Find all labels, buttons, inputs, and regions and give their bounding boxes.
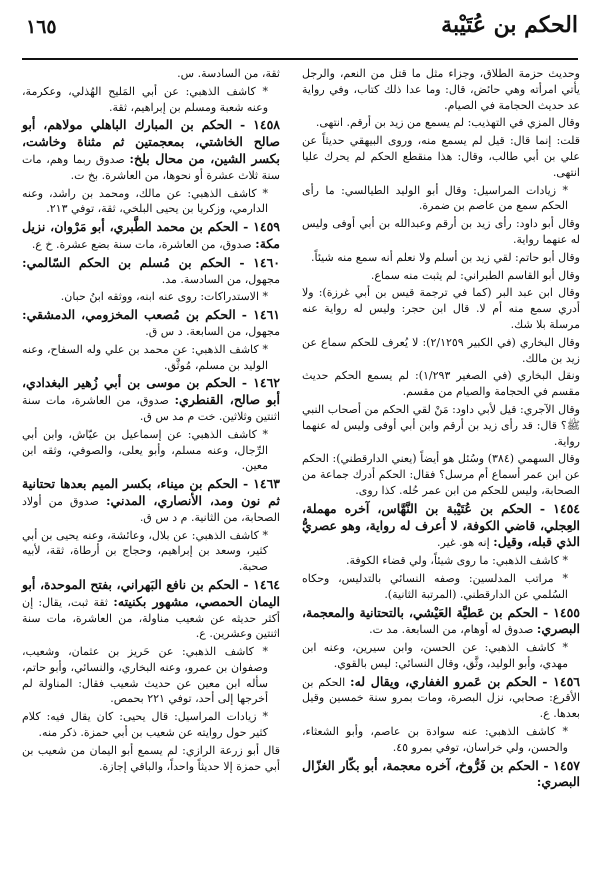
right-column-paragraph: ١٤٥٥ - الحكم بن عَطيَّة العَيْشي، بالتحتانية والمعجمة، البصري: صدوق له أوهام، من السابعة. مد ت. xyxy=(302,604,580,637)
left-column-paragraph: * كاشف الذهبي: عن مالك، ومحمد بن راشد، وعنه الدارمي، وزكريا بن يحيى البلخي، ثقة، توفي ٢١٣. xyxy=(22,186,268,216)
right-column-paragraph: ١٤٥٦ - الحكم بن عَمرو الغفاري، ويقال له: الحكم بن الأقرع: صحابي، نزل البصرة، ومات بمرو سنة خمسين وقيل بعدها. ع. xyxy=(302,673,580,721)
right-column-paragraph: وقال المزي في التهذيب: لم يسمع من زيد بن أرقم. انتهى. xyxy=(315,116,580,130)
right-column-paragraph: * كاشف الذهبي: عنه سوادة بن عاصم، وأبو الشعثاء، والحسن، ولي خراسان، توفي بمرو ٤٥. xyxy=(302,725,568,754)
right-column-paragraph: ونقل البخاري (في الصغير ١/٢٩٣): لم يسمع الحكم حديث مقسم في الحجامة والصيام من مقسم. xyxy=(302,369,580,399)
left-column-paragraph: قال أبو زرعة الرازي: لم يسمع أبو اليمان من شعيب بن أبي حمزة إلا حديثاً واحداً، والباقي إجازة. xyxy=(22,743,280,773)
header-rule xyxy=(22,58,578,60)
right-column-paragraph: وقال أبو داود: رأى زيد بن أرقم وعبدالله بن أبي أوفى وليس له عنهما رواية. xyxy=(302,217,580,246)
right-column-paragraph: وقال أبو القاسم الطبراني: لم يثبت منه سماع. xyxy=(370,268,580,282)
right-column-paragraph: وقال ابن عبد البر (كما في ترجمة قيس بن أبي غرزة): ولا أدري سمع منه أم لا. قال ابن حجر: وليس له رواية عنه مرسلة بلا شك. xyxy=(302,286,580,331)
right-column xyxy=(302,66,580,793)
left-column-paragraph: ١٤٥٨ - الحكم بن المبارك الباهلي مولاهم، أبو صالح الخاشتي، بمعجمتين ثم مثناة وخاشت، بكسر الشين، من محال بلخ: صدوق ربما وهم، مات سنة ثلاث عشرة أو نحوها، من العاشرة. بخ ت. xyxy=(22,117,280,182)
right-column-paragraph: * كاشف الذهبي: عن الحسن، وابن سيرين، وعنه ابن مهدي، وأبو الوليد، وثَّق، وقال النسائي: ليس بالقوي. xyxy=(302,641,568,670)
running-title: الحكم بن عُتَيْبة xyxy=(441,12,578,38)
running-header xyxy=(22,12,578,54)
left-column-paragraph: * كاشف الذهبي: عن إسماعيل بن عيّاش، وابن أبي الرِّجال، وعنه مسلم، وأبو يعلى، والصوفي، وثقه ابن معين. xyxy=(22,427,268,473)
left-column-paragraph: ١٤٦٢ - الحكم بن موسى بن أبي زُهير البغدادي، أبو صالح، القنطري: صدوق، من العاشرة، مات سنة اثنتين وثلاثين. خت م مد س ق. xyxy=(22,375,280,423)
left-column-paragraph: ١٤٦٤ - الحكم بن نافع البَهراني، بفتح الموحدة، أبو اليمان الحمصي، مشهور بكنيته: ثقة ثبت، يقال: إن أكثر حديثه عن شعيب مناولة، من العاشرة، مات سنة اثنتين وعشرين. ع. xyxy=(22,576,281,641)
right-column-paragraph: وقال البخاري (في الكبير ٢/١٢٥٩): لا يُعرف للحكم سماع عن زيد بن مالك. xyxy=(302,335,580,365)
right-column-paragraph: * زيادات المراسيل: وقال أبو الوليد الطيالسي: ما رأى الحكم سمع من عاصم بن ضمرة. xyxy=(302,183,568,213)
right-column-paragraph: ١٤٥٤ - الحكم بن عُتَيْبة بن النَّهَّاس، آخره مهملة، العِجلي، قاضي الكوفة، لا أعرف له رواية، وهو عصريُّ الذي قبله، وقيل: إنه هو. غير. xyxy=(302,500,580,550)
left-column-paragraph: ١٤٥٩ - الحكم بن محمد الطَّبري، أبو مَرْوان، نزيل مكة: صدوق، من العاشرة، مات سنة بضع عشرة. خ ع. xyxy=(22,219,280,251)
left-column-paragraph: * كاشف الذهبي: عن حَريز بن عثمان، وشعيب، وصفوان بن عمرو، وعنه البخاري، والنسائي، وأبو حاتم، سأله ابن معين عن حديث شعيب فقال: المناولة لم أخرجها إلى أحد، توفي ٢٢١ بحمص. xyxy=(22,645,268,706)
left-column-paragraph: ثقة، من السادسة. س. xyxy=(177,67,280,80)
left-column-paragraph: ١٤٦٠ - الحكم بن مُسلم بن الحكم السّالمي: مجهول، من السادسة. مد. xyxy=(22,254,280,286)
right-column-paragraph: وحديث حزمة الطلاق، وجزاء مثل ما قتل من النعم، والرجل يأتي امرأته وهي حائض، قال: وما عدا ذلك كتاب، وفي رواية عد حديث الحجامة في الصيام. xyxy=(302,67,580,112)
right-column-paragraph: وقال السهمي (٣٨٤) وسُئل هو أيضاً (يعني الدارقطني): الحكم عن ابن عمر أسماع أم مرسل؟ فقال: الحكم أدرك جماعة من الصحابة، وليس للحكم من ابن عمر حُله. كذا روى. xyxy=(302,452,580,497)
left-column-paragraph: ١٤٦٣ - الحكم بن ميناء، بكسر الميم بعدها تحتانية ثم نون ومد، الأنصاري، المدني: صدوق من أولاد الصحابة، من الثانية. م د س ق. xyxy=(22,476,280,524)
left-column-paragraph: * زيادات المراسيل: قال يحيى: كان يقال فيه: كلام كثير حول روايته عن شعيب بن أبي حمزة. ذكر منه. xyxy=(22,710,268,740)
right-column-paragraph: ١٤٥٧ - الحكم بن فَرُّوخ، آخره معجمة، أبو بكّار الغزّال البصري: xyxy=(302,757,580,790)
right-column-paragraph: قلت: إنما قال: قيل لم يسمع منه، وروى البيهقي حديثاً عن علي بن أبي طالب، وقال: هذا منقطع الحكم لم يحرك عليا انتهى. xyxy=(302,134,580,179)
right-column-paragraph: وقال الآجري: قيل لأبي داود: مَنْ لقي الحكم من أصحاب النبي ﷺ؟ قال: قد رأى زيد بن أرقم وابن أبي أوفى وليس له عنهما رواية. xyxy=(302,402,580,448)
left-column xyxy=(22,66,280,776)
left-column-paragraph: ١٤٦١ - الحكم بن مُصعب المخزومي، الدمشقي: مجهول، من السابعة. د س ق. xyxy=(22,307,280,338)
right-column-paragraph: * كاشف الذهبي: ما روى شيئاً، ولي قضاء الكوفة. xyxy=(345,554,568,568)
right-column-paragraph: وقال أبو حاتم: لقي زيد بن أسلم ولا نعلم أنه سمع منه شيئاً. xyxy=(311,250,580,264)
left-column-paragraph: * كاشف الذهبي: عن محمد بن علي وله السفاح، وعنه الوليد بن مسلم، مُوثَّق. xyxy=(22,342,268,372)
right-column-paragraph: * مراتب المدلسين: وصفه النسائي بالتدليس، وحكاه السُلمي عن الدارقطني. (المرتبة الثانية). xyxy=(302,571,568,601)
left-column-paragraph: * الاستدراكات: روى عنه ابنه، ووثقه ابنُ حبان. xyxy=(60,290,268,304)
left-column-paragraph: * كاشف الذهبي: عن أبي المَليح الهُذلي، وعكرمة، وعنه شعبة ومسلم بن إبراهيم، ثقة. xyxy=(22,84,268,114)
page-number: ١٦٥ xyxy=(26,16,57,38)
left-column-paragraph: * كاشف الذهبي: عن بلال، وعائشة، وعنه يحيى بن أبي كثير، وسعد بن إبراهيم، وحجاج بن أرطاة، ثقة، لأبيه صحبة. xyxy=(22,528,268,574)
